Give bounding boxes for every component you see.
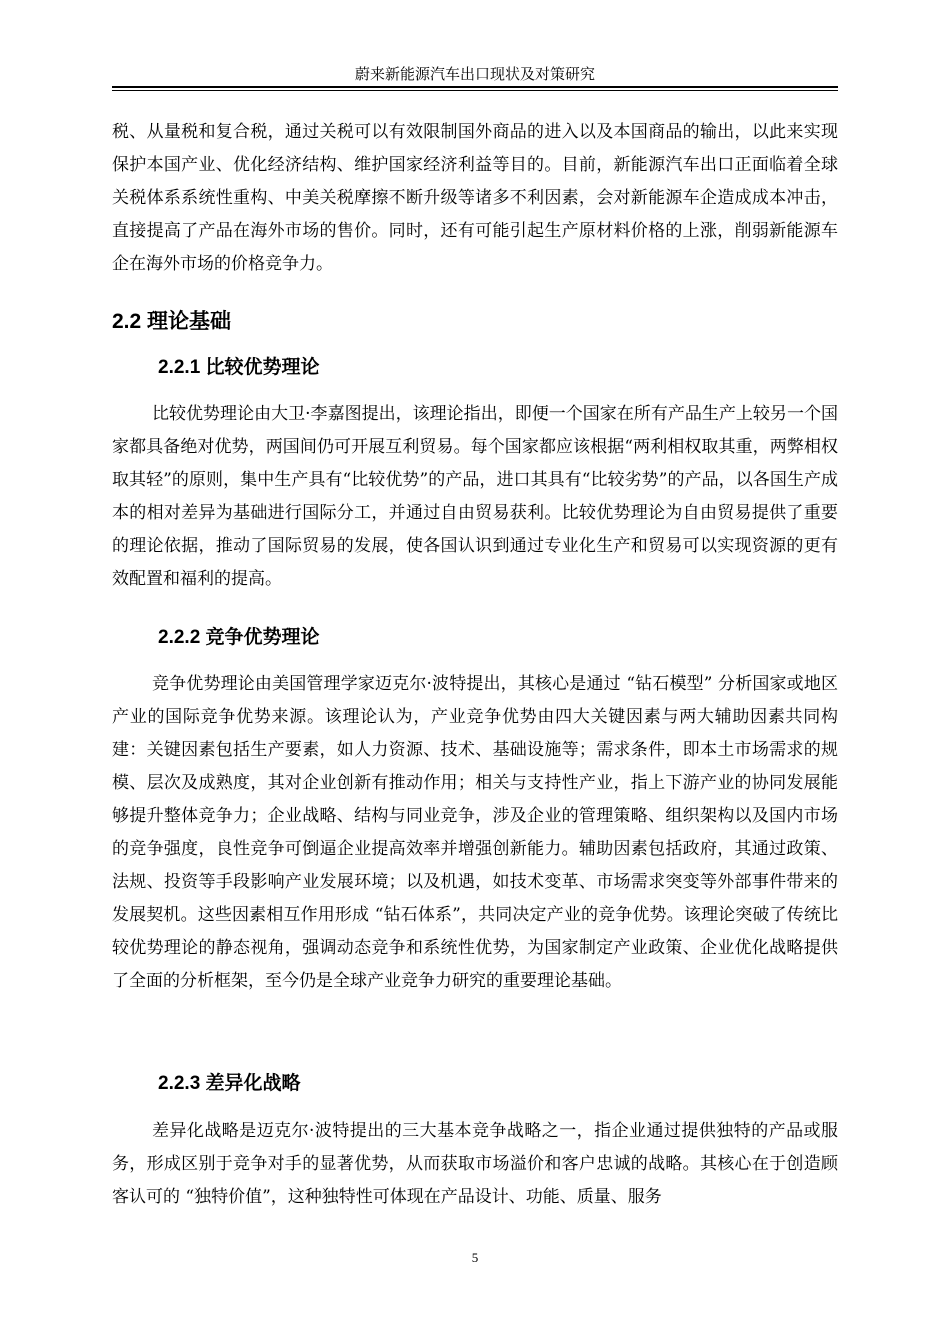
intro-paragraph: 税、从量税和复合税，通过关税可以有效限制国外商品的进入以及本国商品的输出，以此来实现保护本国产业、优化经济结构、维护国家经济利益等目的。目前，新能源汽车出口正面临着全球关税体系系统性重构、中美关税摩擦不断升级等诸多不利因素，会对新能源车企造成成本冲击，直接提高了产品在海外市场的售价。同时，还有可能引起生产原材料价格的上涨，削弱新能源车企在海外市场的价格竞争力。	[112, 122, 838, 274]
section-heading-2-2: 2.2 理论基础	[112, 310, 232, 333]
section-heading-2-2-2: 2.2.2 竞争优势理论	[158, 627, 320, 648]
paragraph-2-2-2: 竞争优势理论由美国管理学家迈克尔·波特提出，其核心是通过 “钻石模型” 分析国家或地区产业的国际竞争优势来源。该理论认为，产业竞争优势由四大关键因素与两大辅助因素共同构建：关键因素包括生产要素，如人力资源、技术、基础设施等；需求条件，即本土市场需求的规模、层次及成熟度，其对企业创新有推动作用；相关与支持性产业，指上下游产业的协同发展能够提升整体竞争力；企业战略、结构与同业竞争，涉及企业的管理策略、组织架构以及国内市场的竞争强度，良性竞争可倒逼企业提高效率并增强创新能力。辅助因素包括政府，其通过政策、法规、投资等手段影响产业发展环境；以及机遇，如技术变革、市场需求突变等外部事件带来的发展契机。这些因素相互作用形成 “钻石体系”，共同决定产业的竞争优势。该理论突破了传统比较优势理论的静态视角，强调动态竞争和系统性优势，为国家制定产业政策、企业优化战略提供了全面的分析框架，至今仍是全球产业竞争力研究的重要理论基础。	[112, 674, 838, 991]
header-rule-thin	[112, 90, 838, 91]
running-header-title: 蔚来新能源汽车出口现状及对策研究	[354, 65, 595, 83]
paragraph-2-2-3: 差异化战略是迈克尔·波特提出的三大基本竞争战略之一，指企业通过提供独特的产品或服务，形成区别于竞争对手的显著优势，从而获取市场溢价和客户忠诚的战略。其核心在于创造顾客认可的 “独特价值”，这种独特性可体现在产品设计、功能、质量、服务	[112, 1121, 838, 1207]
section-heading-2-2-1: 2.2.1 比较优势理论	[158, 357, 320, 378]
header-rule-thick	[112, 86, 838, 88]
page-number: 5	[471, 1250, 479, 1265]
paragraph-2-2-1: 比较优势理论由大卫·李嘉图提出，该理论指出，即便一个国家在所有产品生产上较另一个国家都具备绝对优势，两国间仍可开展互利贸易。每个国家都应该根据“两利相权取其重，两弊相权取其轻”的原则，集中生产具有“比较优势”的产品，进口其具有“比较劣势”的产品，以各国生产成本的相对差异为基础进行国际分工，并通过自由贸易获利。比较优势理论为自由贸易提供了重要的理论依据，推动了国际贸易的发展，使各国认识到通过专业化生产和贸易可以实现资源的更有效配置和福利的提高。	[112, 404, 838, 589]
section-heading-2-2-3: 2.2.3 差异化战略	[158, 1073, 301, 1094]
